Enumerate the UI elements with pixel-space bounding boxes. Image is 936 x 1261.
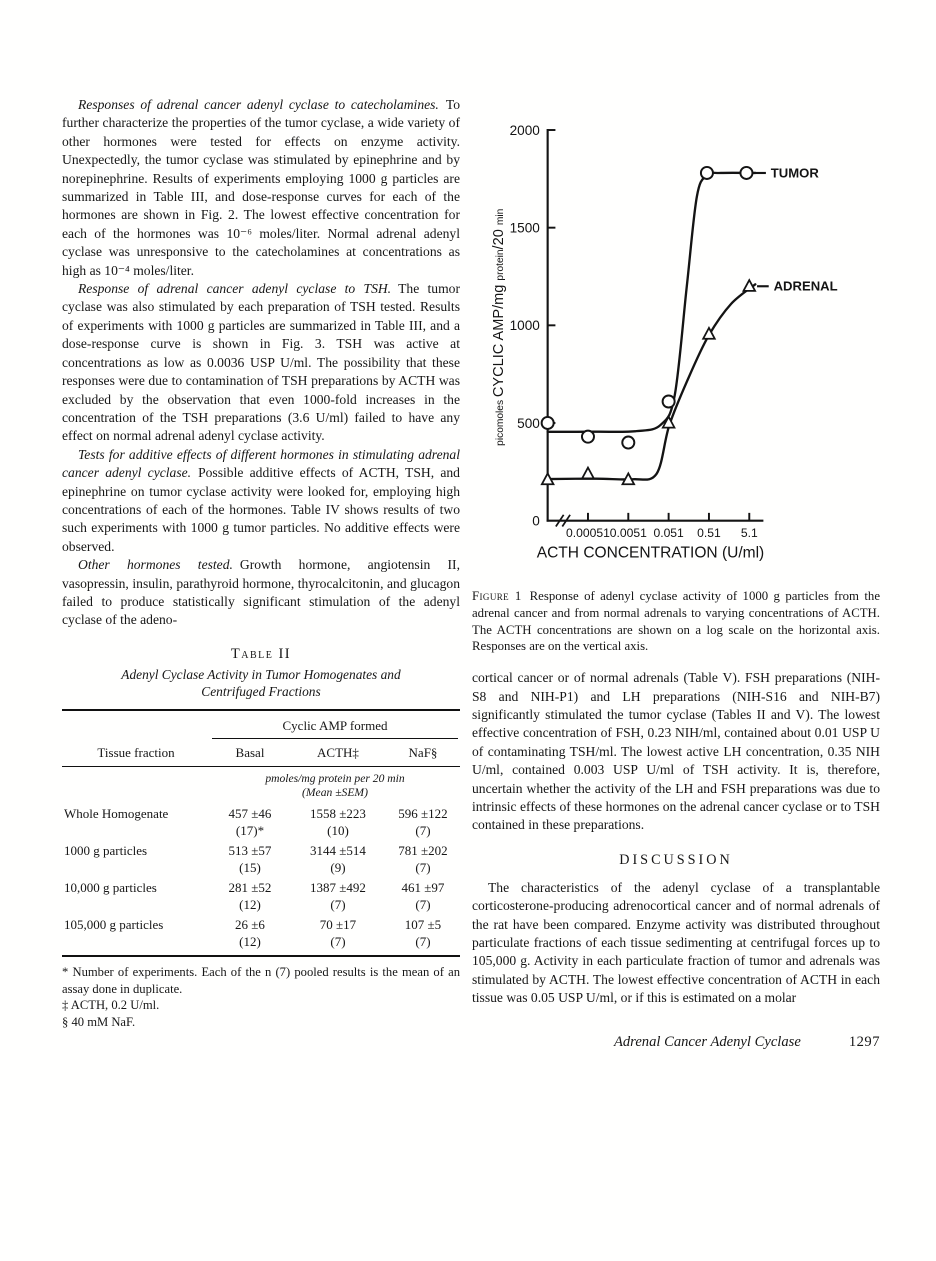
- adrenal-marker: [582, 468, 594, 479]
- table-units-line1: pmoles/mg protein per 20 min: [265, 771, 405, 785]
- discussion-heading: DISCUSSION: [619, 851, 733, 868]
- right-column: [472, 96, 880, 1051]
- page-footer: [472, 1034, 880, 1051]
- cell-acth: 1558 ±223: [310, 806, 366, 822]
- cell-acth-n: (7): [330, 897, 346, 913]
- tumor-series-label: TUMOR: [770, 165, 819, 181]
- tumor-marker: [701, 167, 713, 179]
- paragraph-tsh: [62, 280, 460, 446]
- cell-acth-n: (9): [330, 860, 346, 876]
- x-axis-label: ACTH CONCENTRATION (U/ml): [536, 544, 765, 562]
- y-axis-label: picomoles CYCLIC AMP/mg protein/20 min: [490, 208, 507, 446]
- paragraph-lead: Responses of adrenal cancer adenyl cyclase to catecholamines.: [78, 97, 439, 112]
- table-2-block: [62, 646, 460, 1030]
- cell-acth-n: (7): [330, 934, 346, 950]
- paragraph-text: The tumor cyclase was also stimulated by each preparation of TSH tested. Results of experiments with 1000 g particles are summarized in Table III, and a dose-response curve is shown in Fig. 3. TSH was active at concentrations as low as 0.0036 USP U/ml. The possibility that these responses were due to contamination of TSH preparations by ACTH was excluded by the observation that even 1000-fold increases in the concentration of the TSH preparations (3.6 U/ml) failed to have any effect on normal adrenal adenyl cyclase activity.: [62, 281, 460, 444]
- cell-acth-n: (10): [327, 823, 349, 839]
- y-tick-label: 1500: [509, 220, 540, 236]
- y-tick-label: 500: [517, 415, 540, 431]
- cell-naf-n: (7): [415, 823, 431, 839]
- cell-basal: 457 ±46: [228, 806, 272, 822]
- cell-basal: 26 ±6: [235, 917, 265, 933]
- table-units-row: [62, 767, 460, 804]
- table-spacer-cell: [62, 711, 210, 739]
- cell-tissue-fraction: 105,000 g particles: [64, 917, 164, 933]
- table-2: [62, 709, 460, 958]
- tumor-marker: [663, 395, 675, 407]
- cell-basal-n: (15): [239, 860, 261, 876]
- table-subtitle: Adenyl Cyclase Activity in Tumor Homogenates and Centrifuged Fractions: [121, 666, 401, 699]
- table-row: [62, 878, 460, 915]
- cell-tissue-fraction: 10,000 g particles: [64, 880, 157, 896]
- cell-tissue-fraction: Whole Homogenate: [64, 806, 169, 822]
- tumor-marker: [622, 436, 634, 448]
- cell-acth: 3144 ±514: [310, 843, 366, 859]
- paragraph-fsh-lh: cortical cancer or of normal adrenals (Table V). FSH preparations (NIH-S8 and NIH-P1) and LH preparations (NIH-S16 and NIH-B7) significantly stimulated the tumor cyclase (Tables II and V). The lowest effective concentration of FSH, 0.23 NIH/ml, contained about 0.01 USP U of contaminating TSH/ml. The lowest active LH concentration, 0.35 NIH U/ml, contained 0.003 USP U/ml of TSH activity. It is, therefore, uncertain whether the activity of the LH and FSH preparations was due to intrinsic effects of these hormones on the adrenal cancer cyclase or to TSH contained in these preparations.: [472, 670, 880, 833]
- column-header-naf: NaF§: [408, 744, 438, 760]
- x-tick-label: 0.00051: [566, 526, 610, 541]
- cell-naf: 596 ±122: [398, 806, 448, 822]
- adrenal-curve: [548, 284, 756, 479]
- paragraph-other-hormones: [62, 556, 460, 630]
- table-units: [210, 767, 460, 804]
- figure-caption-text: Response of adenyl cyclase activity of 1000 g particles from the adrenal cancer and from normal adrenals to varying concentrations of ACTH. The ACTH concentrations are shown on a log scale on the horizontal axis. Responses are on the vertical axis.: [472, 589, 880, 654]
- cell-naf-n: (7): [415, 860, 431, 876]
- table-row: [62, 804, 460, 841]
- table-units-line2: (Mean ±SEM): [302, 785, 368, 799]
- cell-tissue-fraction: 1000 g particles: [64, 843, 148, 859]
- x-tick-label: 0.51: [697, 526, 721, 541]
- tumor-curve: [548, 173, 756, 432]
- paragraph-lead: Response of adrenal cancer adenyl cyclase to TSH.: [78, 281, 392, 297]
- table-row: [62, 841, 460, 878]
- paragraph-catecholamines: [62, 96, 460, 280]
- x-tick-label: 0.0051: [609, 526, 647, 541]
- table-group-header-row: [62, 711, 460, 739]
- cell-basal: 513 ±57: [228, 843, 272, 859]
- paragraph-lead: Other hormones tested.: [78, 557, 233, 573]
- y-tick-label: 2000: [509, 122, 540, 138]
- cell-naf: 107 ±5: [404, 917, 442, 933]
- cell-basal-n: (12): [239, 897, 261, 913]
- cell-naf-n: (7): [415, 934, 431, 950]
- paragraph-additive-effects: [62, 446, 460, 556]
- column-header-basal: Basal: [235, 744, 265, 760]
- figure-1-chart: [470, 96, 880, 582]
- paragraph-discussion: The characteristics of the adenyl cyclase of a transplantable corticosterone-producing adrenocortical cancer and of normal adrenals of the rat have been compared. Enzyme activity was distributed throughout particulate fractions of each tissue sedimenting at centrifugal forces up to 105,000 g. Activity in each particulate fraction of tumor and adrenals was stimulated by ACTH. The lowest effective concentration of ACTH in each tissue was 0.05 USP U/ml, or if this is estimated on a molar: [472, 879, 880, 1006]
- table-header-row: [62, 739, 460, 767]
- page-number: 1297: [848, 1033, 880, 1050]
- paragraph-text: To further characterize the properties of the tumor cyclase, a wide variety of other hormones were tested for effects on enzyme activity. Unexpectedly, the tumor cyclase was stimulated by epinephrine and by norepinephrine. Results of experiments employing 1000 g particles are summarized in Table III, and dose-response curves for each of the hormones are shown in Fig. 2. The lowest effective concentration for each of the hormones was 10⁻⁶ moles/liter. Normal adrenal adenyl cyclase was unresponsive to the catecholamines at concentrations as high as 10⁻⁴ moles/liter.: [62, 97, 460, 278]
- tumor-marker: [582, 431, 594, 443]
- cell-basal-n: (17)*: [235, 823, 265, 839]
- table-footnotes: [62, 964, 460, 1030]
- paragraph-text: Possible additive effects of ACTH, TSH, and epinephrine on tumor cyclase activity were looked for, employing high concentrations of each of the hormones. Table IV shows results of two such experiments with 1000 g tumor particles. No additive effects were observed.: [62, 465, 460, 554]
- cell-acth: 70 ±17: [319, 917, 357, 933]
- cell-naf-n: (7): [415, 897, 431, 913]
- x-tick-label: 5.1: [740, 526, 758, 541]
- paragraph-lead: Tests for additive effects of different hormones in stimulating adrenal cancer adenyl cyclase.: [62, 446, 460, 481]
- column-header-acth: ACTH‡: [317, 744, 359, 760]
- table-spacer-cell: [62, 767, 210, 804]
- footnote-asterisk: * Number of experiments. Each of the n (7) pooled results is the mean of an assay done in duplicate.: [62, 965, 460, 996]
- cell-naf: 781 ±202: [398, 843, 448, 859]
- y-tick-label: 0: [532, 513, 540, 529]
- footnote-section: § 40 mM NaF.: [62, 1014, 136, 1029]
- cell-basal-n: (12): [239, 934, 261, 950]
- table-row: [62, 915, 460, 956]
- table-title: Table II: [230, 645, 292, 662]
- figure-caption: [472, 588, 880, 655]
- figure-caption-label: Figure 1: [472, 589, 522, 603]
- tumor-marker: [740, 167, 752, 179]
- y-tick-label: 1000: [509, 318, 540, 334]
- footnote-double-dagger: ‡ ACTH, 0.2 U/ml.: [62, 998, 160, 1013]
- column-header-tissue-fraction: Tissue fraction: [97, 744, 175, 760]
- tumor-marker: [542, 417, 554, 429]
- cell-acth: 1387 ±492: [310, 880, 366, 896]
- left-column: [62, 96, 460, 1030]
- x-tick-label: 0.051: [653, 526, 684, 541]
- adrenal-series-label: ADRENAL: [773, 278, 838, 294]
- table-group-header: Cyclic AMP formed: [212, 711, 458, 739]
- running-title: Adrenal Cancer Adenyl Cyclase: [613, 1033, 801, 1050]
- paragraph-text: Growth hormone, angiotensin II, vasopressin, insulin, parathyroid hormone, thyrocalcitonin, and glucagon failed to produce statistically significant stimulation of the adenyl cyclase of the adeno-: [62, 557, 460, 628]
- cell-naf: 461 ±97: [401, 880, 445, 896]
- cell-basal: 281 ±52: [228, 880, 272, 896]
- acth-dose-response-chart: [470, 96, 876, 577]
